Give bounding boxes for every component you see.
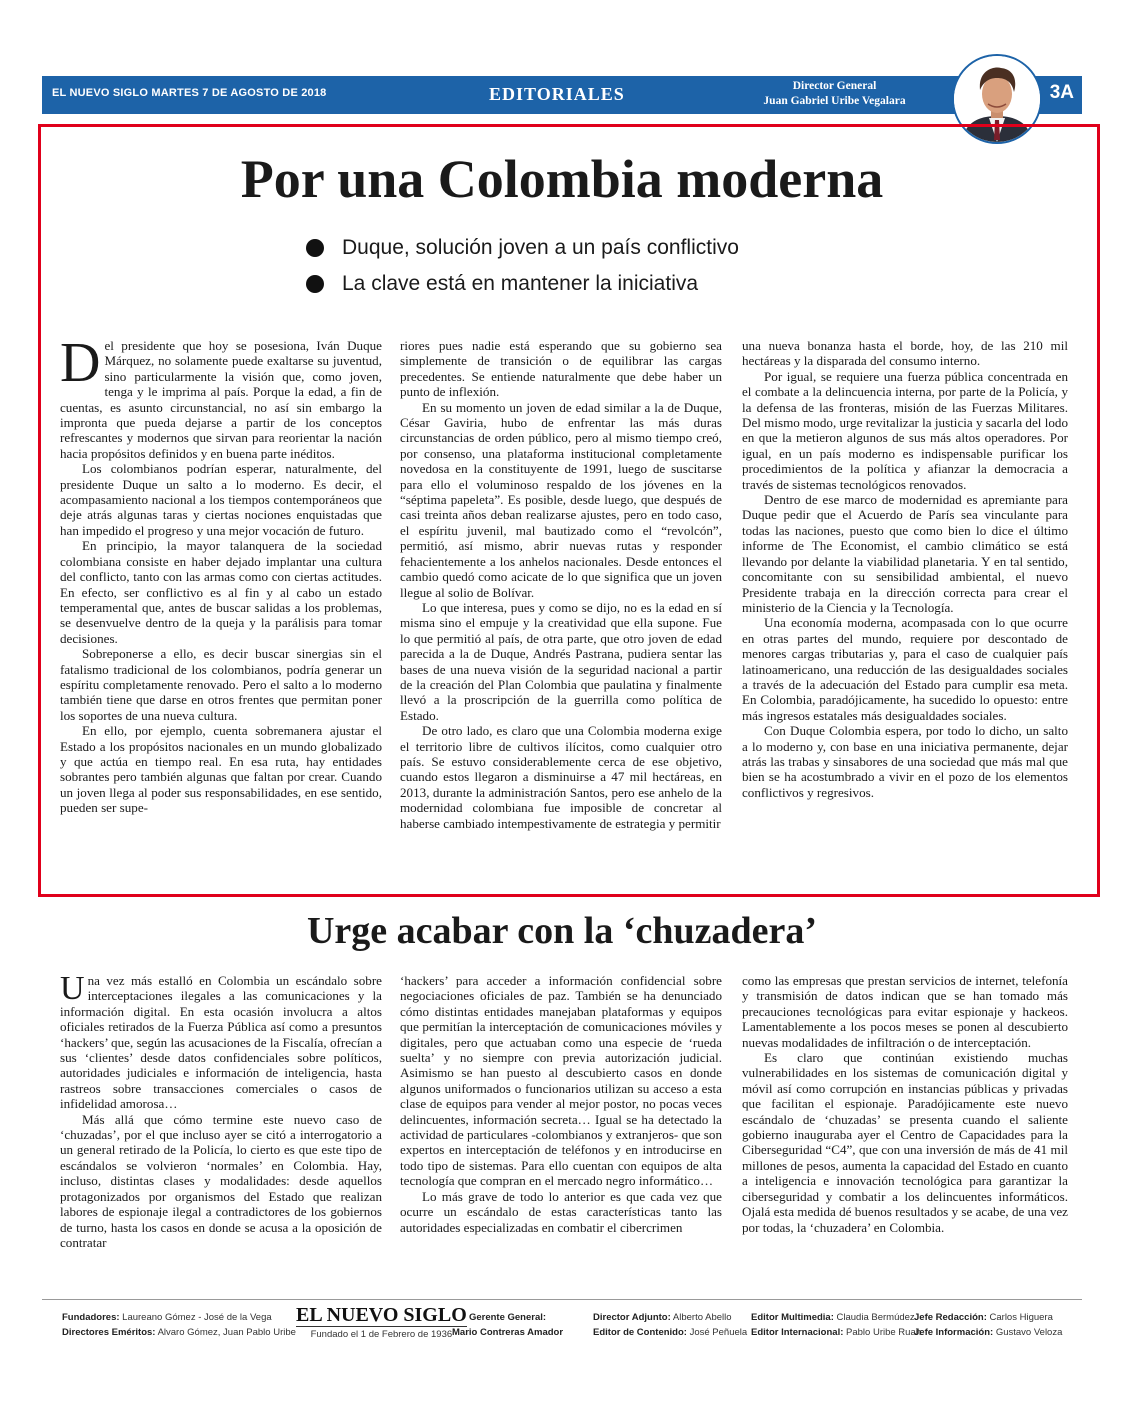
bullet-icon (306, 275, 324, 293)
paragraph: Es claro que continúan existiendo muchas vulnerabilidades en los sistemas de comunicación digital y móvil así como corrupción en instancias públicas y privadas que facilitan el espionaje. Paradójicamente este nuevo escándalo de ‘chuzadas’ se presenta cuando el saliente gobierno inauguraba ayer el Centro de Capacidades para la Ciberseguridad “C4”, que con una inversión de más de 41 mil millones de pesos, aumenta la capacidad del Estado en cuanto a inteligencia e innovación tecnológica para garantizar la ciberseguridad y combatir a los delincuentes informáticos. Ojalá esta medida dé buenos resultados y se acabe, de una vez por todas, la ‘chuzadera’ en Colombia. (742, 1050, 1068, 1235)
paragraph: Del presidente que hoy se posesiona, Iván Duque Márquez, no solamente puede exaltarse su juventud, sino particularmente la visión que, como joven, tenga y le imprima al país. Porque la edad, a fin de cuentas, es asunto circunstancial, no así sin embargo la impronta que pueda dejarse a partir de los conceptos refrescantes y modernos que sirvan para reorientar la nación hacia propósitos definidos y en buena parte inéditos. (60, 332, 382, 461)
paragraph: como las empresas que prestan servicios de internet, telefonía y transmisión de datos indican que se han tomado más precauciones tecnológicas para evitar espionaje y hackeos. Lamentablemente a los pocos meses se ponen al descubierto nuevas modalidades de infiltración o de interceptación. (742, 973, 1068, 1050)
editorial-title: Por una Colombia moderna (240, 149, 884, 209)
editorial-column-3 (742, 338, 1068, 800)
page-number: 3A (1049, 82, 1074, 103)
paragraph: Sobreponerse a ello, es decir buscar sinergias sin el fatalismo tradicional de los colombianos, podría generar un espíritu completamente renovado. Pero el salto a lo moderno también tiene que darse en otros frentes que permitan poner los soportes de una nueva cultura. (60, 646, 382, 723)
drop-cap: D (60, 332, 101, 394)
drop-cap: U (60, 970, 85, 1007)
paragraph: Lo más grave de todo lo anterior es que cada vez que ocurre un escándalo de estas características tanto las autoridades especializadas en combatir el cibercrimen (400, 1188, 722, 1235)
editorial-2-column-1 (60, 970, 382, 1250)
editorial-subtitles (306, 230, 739, 302)
subtitle-item: La clave está en mantener la iniciativa (306, 266, 739, 302)
editors-block-3: Jefe Redacción: Carlos Higuera Jefe Información: Gustavo Veloza (914, 1312, 1063, 1338)
editors-block-2: Editor Multimedia: Claudia Bermúdez Editor Internacional: Pablo Uribe Ruan (751, 1312, 922, 1338)
masthead-footer (0, 1304, 1124, 1348)
paragraph: Por igual, se requiere una fuerza pública concentrada en el combate a la delincuencia interna, por parte de la Policía, y la defensa de las fronteras, misión de las Fuerzas Militares. Del mismo modo, urge revitalizar la justicia y sacarla del lodo en que la metieron algunos de sus más altos operadores. Por igual, en un país moderno es indispensable purificar los procedimientos de la política y afianzar la democracia a través de sistemas tecnológicos renovados. (742, 368, 1068, 492)
page-header (42, 76, 1082, 114)
bullet-icon (306, 239, 324, 257)
paragraph: En su momento un joven de edad similar a la de Duque, César Gaviria, hubo de enfrentar las más duras circunstancias de orden público, pero al mismo tiempo creó, por consenso, una plataforma institucional completamente novedosa en la constituyente de 1991, luego de suscitarse para ello el voluminoso respaldo de los jóvenes en la “séptima papeleta”. Es posible, desde luego, que después de casi treinta años deban realizarse ajustes, pero en todo caso, el espíritu juvenil, mal bautizado como el “revolcón”, permitió, así mismo, abrir nuevas rutas y responder fehacientemente a los anhelos nacionales. Desde entonces el cambio quedó como acicate de lo que significa que un joven llegue al solio de Bolívar. (400, 399, 722, 600)
editorial-column-1 (60, 332, 382, 816)
paragraph: Una vez más estalló en Colombia un escándalo sobre interceptaciones ilegales a las comunicaciones y la información digital. En esta ocasión involucra a altos oficiales retirados de la Fuerza Pública así como a presuntos ‘hackers’ que, según las acusaciones de la Fiscalía, ofrecían a sus ‘clientes’ desde datos confidenciales sobre políticos, autoridades judiciales e información de inteligencia, hasta rastreos sobre transacciones comerciales o casos de infidelidad amorosa… (60, 970, 382, 1112)
paragraph: En ello, por ejemplo, cuenta sobremanera ajustar el Estado a los propósitos nacionales en un mundo globalizado y que actúa en tiempo real. En esa ruta, hay entidades sobrantes pero también algunas que faltan por crear. Cuando un joven llega al poder sus responsabilidades, en ese sentido, pueden ser supe- (60, 723, 382, 816)
director-block (742, 79, 927, 109)
section-title: EDITORIALES (489, 84, 625, 104)
paragraph: Con Duque Colombia espera, por todo lo dicho, un salto a lo moderno y, con base en una iniciativa permanente, dejar atrás las trabas y sinsabores de una sociedad que más mal que bien se ha acostumbrado a vivir en el pozo de los elementos conflictivos y regresivos. (742, 723, 1068, 800)
date-line: EL NUEVO SIGLO MARTES 7 DE AGOSTO DE 2018 (52, 87, 327, 99)
director-name: Juan Gabriel Uribe Vegalara (763, 95, 906, 107)
founders-block: Fundadores: Laureano Gómez - José de la Vega Directores Eméritos: Alvaro Gómez, Juan Pablo Uribe (62, 1312, 296, 1338)
paragraph: riores pues nadie está esperando que su gobierno sea simplemente de transición o de equilibrar las cargas precedentes. Se entiende naturalmente que debe haber un punto de inflexión. (400, 338, 722, 400)
director-role: Director General (792, 80, 877, 92)
paragraph: Dentro de ese marco de modernidad es apremiante para Duque pedir que el Acuerdo de París sea vinculante para todas las naciones, puesto que como bien lo dice el último informe de The Economist, el cambio climático se está llevando por delante la viabilidad planetaria. Y en tal sentido, concomitante con su sensibilidad ambiental, el nuevo Presidente trabaja en la dirección correcta para crear el ministerio de la Ciencia y la Tecnología. (742, 492, 1068, 615)
paragraph: De otro lado, es claro que una Colombia moderna exige el territorio libre de cultivos ilícitos, como cualquier otro país. Se estuvo considerablemente cerca de ese objetivo, cuando estos llegaron a disminuirse a 47 mil hectáreas, en 2013, durante la administración Santos, pero ese anhelo de la modernidad colombiana fue imposible de concretar al haberse cambiado intempestivamente de estrategia y permitir (400, 723, 722, 831)
newspaper-logo: EL NUEVO SIGLO (296, 1304, 467, 1326)
paragraph: ‘hackers’ para acceder a información confidencial sobre negociaciones oficiales de paz. También se ha denunciado cómo distintas entidades manejaban plataformas y equipos que permitían la interceptación de comunicaciones móviles y digitales, pero que actuaban como una especie de ‘rueda suelta’ y no siempre con previa autorización judicial. Asimismo se han puesto al descubierto casos en donde algunos uniformados o funcionarios utilizan su acceso a esta clase de equipos para vender al mejor postor, no pocas veces delincuentes, información secreta… Igual se ha detectado la actividad de particulares -colombianos y extranjeros- que son expertos en interceptación de teléfonos y en introducirse en todo tipo de sistemas. Para ello cuentan con equipos de alta tecnología que compran en el mercado negro informático… (400, 973, 722, 1189)
brand-block (296, 1304, 467, 1342)
editors-block-1: Director Adjunto: Alberto Abello Editor de Contenido: José Peñuela (593, 1312, 748, 1338)
paragraph: Una economía moderna, acompasada con lo que ocurre en otras partes del mundo, requiere por descontado de menores cargas tributarias y, para el caso de cualquier país latinoamericano, una reducción de las desigualdades sociales a través de la adecuación del Estado para cumplir esa meta. En Colombia, paradójicamente, ha sucedido lo opuesto: entre más ingresos estatales más desigualdades sociales. (742, 615, 1068, 723)
paragraph: Más allá que cómo termine este nuevo caso de ‘chuzadas’, por el que incluso ayer se citó a interrogatorio a un general retirado de la Policía, lo cierto es que este tipo de escándalos se volvieron ‘normales’ en Colombia. Hay, incluso, distintas clases y modalidades: desde aquellos protagonizados por organismos del Estado que realizan labores de espionaje ilegal a contradictores de los gobiernos de turno, hasta los casos en donde se acusa a la oposición de contratar (60, 1111, 382, 1250)
editorial-2-column-2 (400, 973, 722, 1235)
editorial-2-title: Urge acabar con la ‘chuzadera’ (306, 910, 818, 952)
subtitle-item: Duque, solución joven a un país conflictivo (306, 230, 739, 266)
editorial-column-2 (400, 338, 722, 831)
paragraph: Lo que interesa, pues y como se dijo, no es la edad en sí misma sino el empuje y la creatividad que ella supone. Fue lo que permitió al país, de otra parte, que otro joven de edad parecida a la de Duque, Andrés Pastrana, pudiera sentar las bases de una nueva visión de la seguridad nacional a partir de la creación del Plan Colombia que paulatina y finalmente llevó a la proscripción de la guerrilla como política de Estado. (400, 599, 722, 723)
paragraph: Los colombianos podrían esperar, naturalmente, del presidente Duque un salto a lo moderno. Es decir, el acompasamiento nacional a los tiempos contemporáneos que deje atrás algunas taras y ciertas nociones enquistadas que han impedido el progreso y una mejor vocación de futuro. (60, 461, 382, 538)
paragraph: una nueva bonanza hasta el borde, hoy, de las 210 mil hectáreas y la disparada del consumo interno. (742, 338, 1068, 369)
footer-divider (42, 1299, 1082, 1300)
editorial-2-column-3 (742, 973, 1068, 1235)
paragraph: En principio, la mayor talanquera de la sociedad colombiana consiste en haber dejado implantar una cultura del conflicto, tanto con las armas como con ciertas actitudes. En efecto, ser conflictivo es al fin y al cabo un estado temperamental que, antes de buscar salidas a los problemas, se desenvuelve dentro de la queja y la parálisis para tomar decisiones. (60, 538, 382, 646)
manager-block: Gerente General: Mario Contreras Amador (452, 1312, 564, 1338)
founded-date: Fundado el 1 de Febrero de 1936 (310, 1329, 453, 1340)
